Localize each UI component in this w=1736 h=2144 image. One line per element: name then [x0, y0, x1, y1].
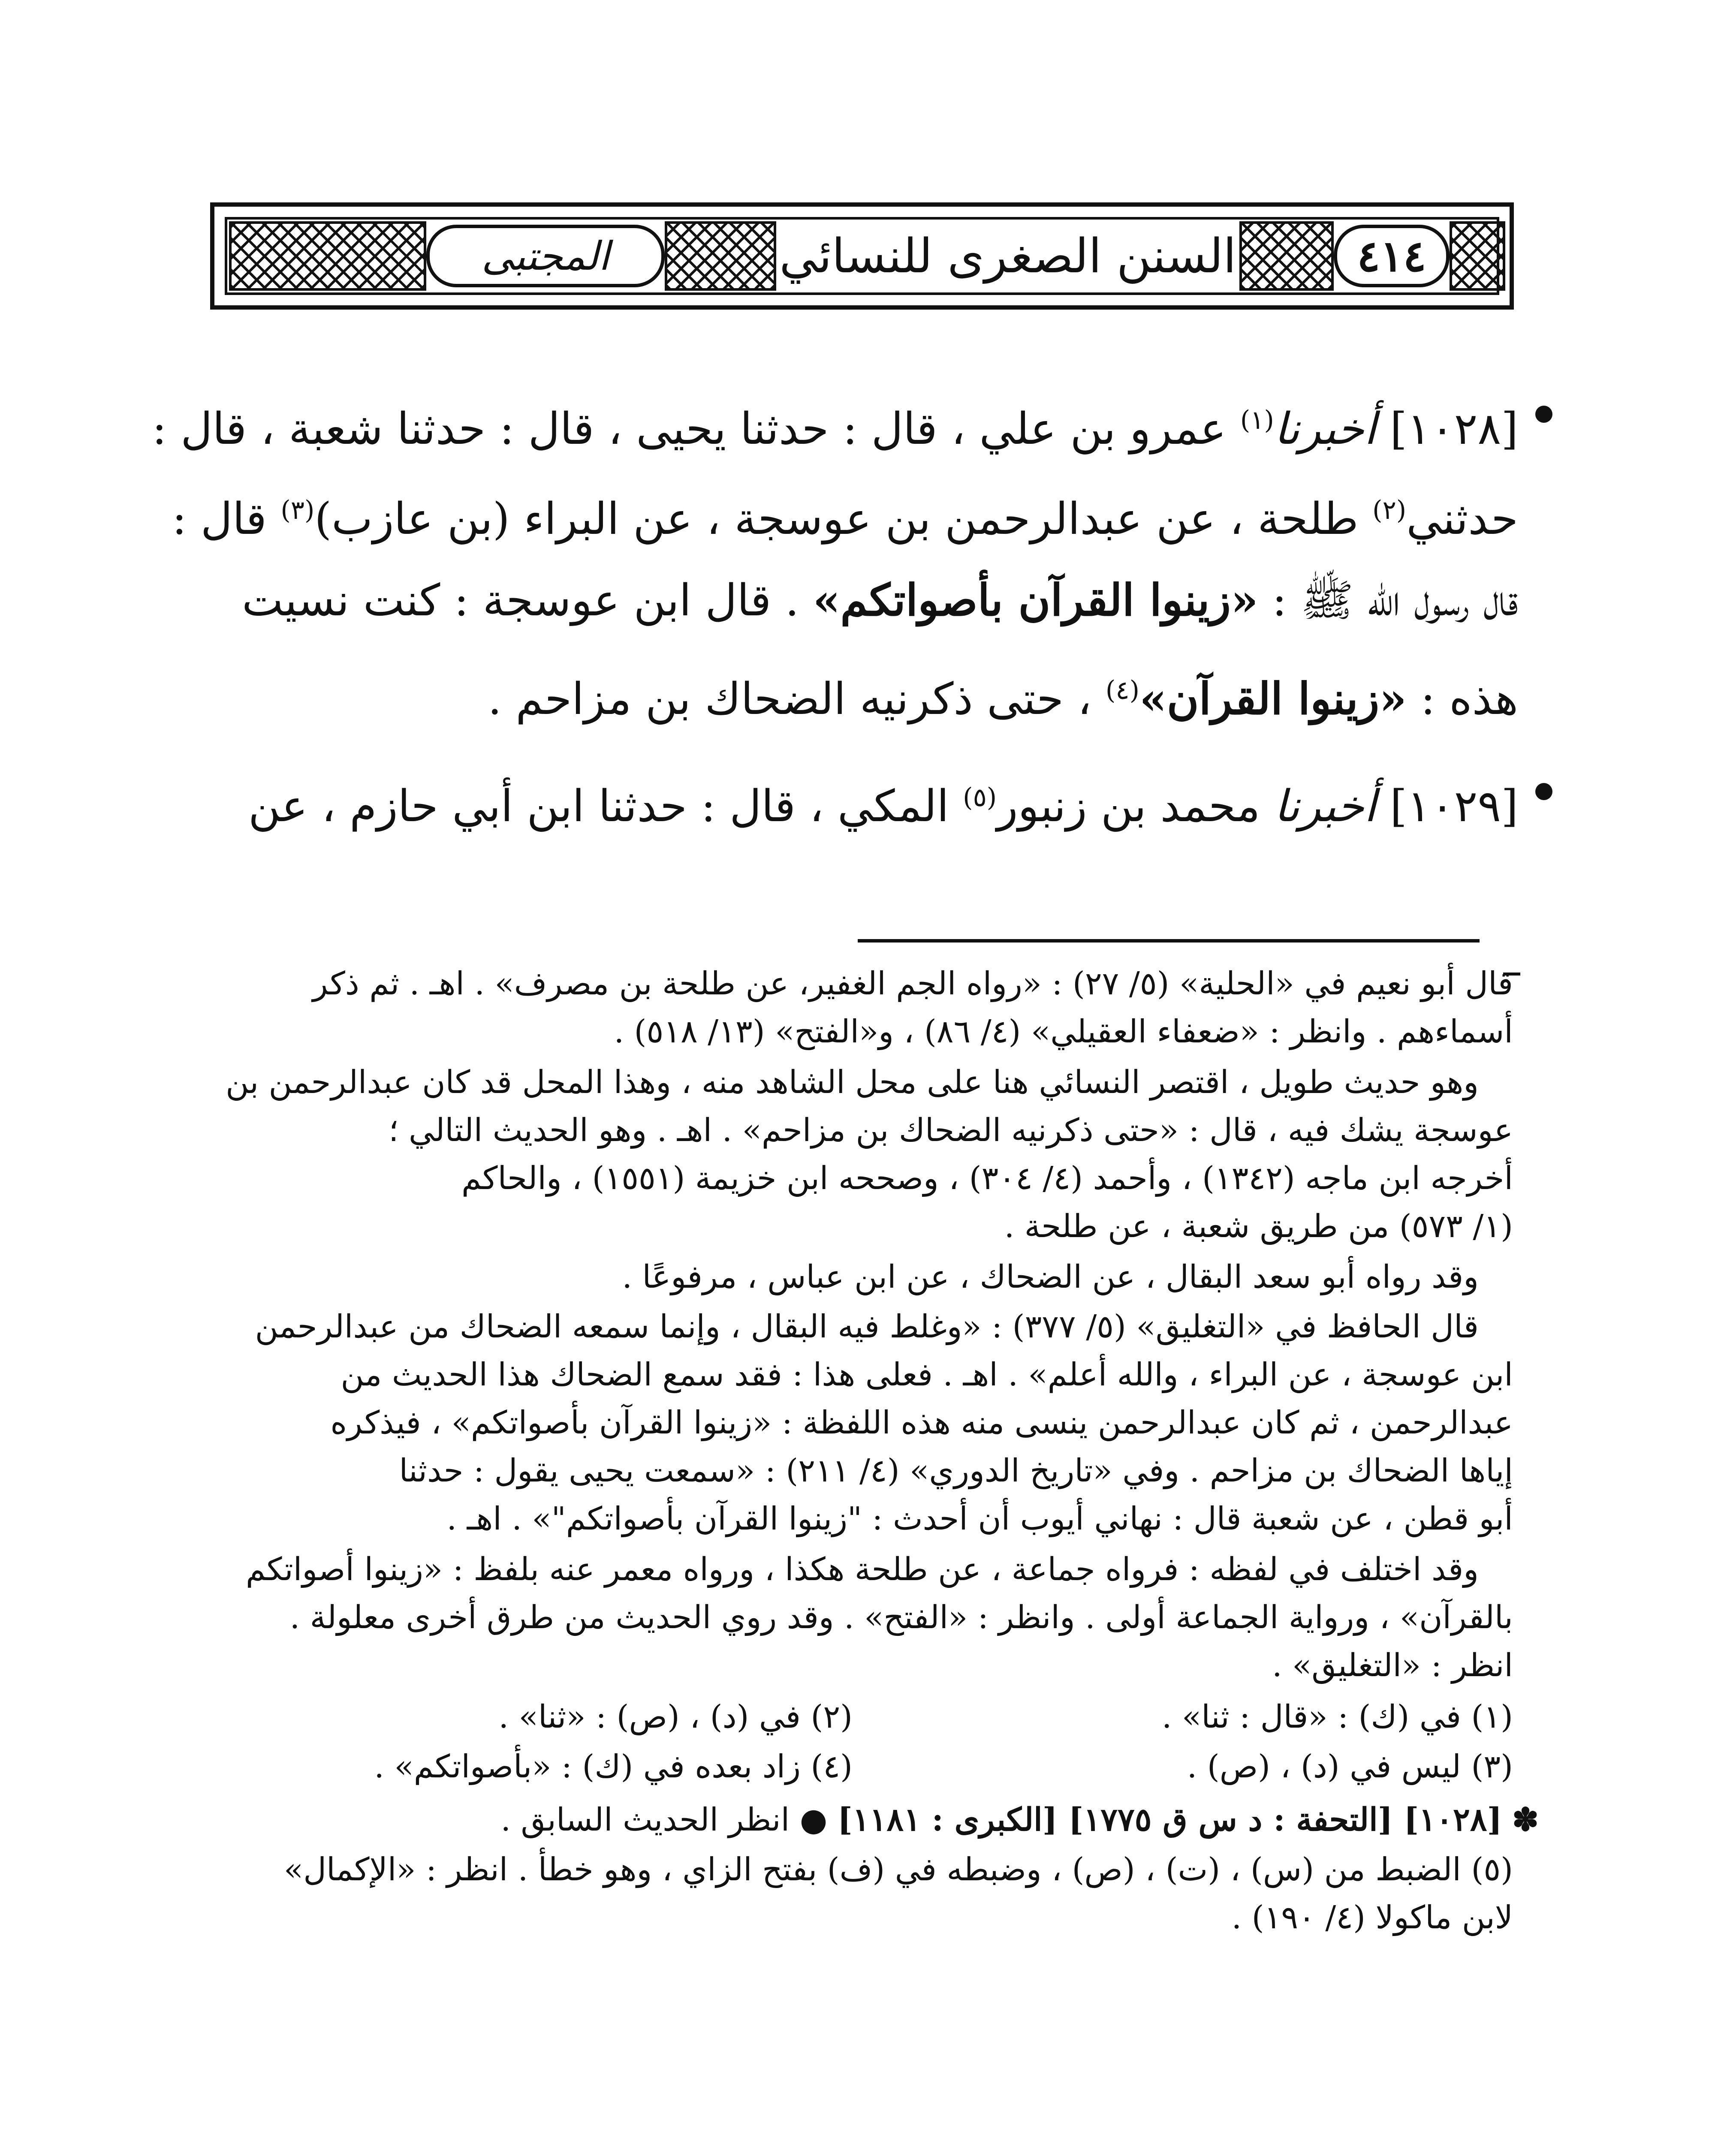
- footnote-line: بالقرآن» ، ورواية الجماعة أولى . وانظر : «الفتح» . وقد روي الحديث من طرق أخرى معلولة .: [289, 1599, 1513, 1636]
- hadith-number: [١٠٢٩]: [1390, 781, 1518, 832]
- variant-note-4: (٤) زاد بعده في (ك) : «بأصواتكم» .: [374, 1748, 853, 1785]
- bullet-icon: [1535, 783, 1552, 800]
- variant-note-1: (١) في (ك) : «قال : ثنا» .: [1161, 1698, 1513, 1735]
- page-number: ٤١٤: [1334, 225, 1450, 287]
- ornament-right: [1450, 221, 1505, 291]
- hadith-text: المكي ، قال : حدثنا ابن أبي حازم ، عن: [248, 781, 949, 832]
- footnote-line: (١/ ٥٧٣) من طريق شعبة ، عن طلحة .: [1004, 1208, 1513, 1245]
- ornament-left-inner: [665, 221, 776, 291]
- footnote-line: قال أبو نعيم في «الحلية» (٥/ ٢٧) : «رواه الجم الغفير، عن طلحة بن مصرف» . اهـ . ثم ذكر: [312, 965, 1513, 1002]
- footnote-line: عوسجة يشك فيه ، قال : «حتى ذكرنيه الضحاك بن مزاحم» . اهـ . وهو الحديث التالي ؛: [388, 1112, 1513, 1149]
- footnote-line: أسماءهم . وانظر : «ضعفاء العقيلي» (٤/ ٨٦) ، و«الفتح» (١٣/ ٥١٨) .: [614, 1013, 1513, 1050]
- footnote-ref: (٣): [280, 495, 315, 525]
- footnote-line: أبو قطن ، عن شعبة قال : نهاني أيوب أن أحدث : "زينوا القرآن بأصواتكم"» . اهـ .: [446, 1500, 1513, 1537]
- footnote-line: عبدالرحمن ، ثم كان عبدالرحمن ينسى منه هذه اللفظة : «زينوا القرآن بأصواتكم» ، فيذكره: [330, 1404, 1513, 1441]
- footnote-line: وقد اختلف في لفظه : فرواه جماعة ، عن طلحة هكذا ، ورواه معمر عنه بلفظ : «زينوا أصواتكم: [246, 1551, 1479, 1588]
- footnote-ref: (١): [1240, 405, 1274, 435]
- footnote-line: وهو حديث طويل ، اقتصر النسائي هنا على محل الشاهد منه ، وهذا المحل قد كان عبدالرحمن بن: [226, 1064, 1479, 1101]
- ikhbar-word: أخبرنا: [1274, 781, 1376, 832]
- footnote-ref: (٤): [1105, 675, 1139, 705]
- hadith-text: حدثني: [1406, 494, 1518, 545]
- variant-note-2: (٢) في (د) ، (ص) : «ثنا» .: [498, 1698, 853, 1735]
- footnote-line: أخرجه ابن ماجه (١٣٤٢) ، وأحمد (٤/ ٣٠٤) ، وصححه ابن خزيمة (١٥٥١) ، والحاكم: [461, 1160, 1513, 1197]
- hadith-text: ، حتى ذكرنيه الضحاك بن مزاحم .: [488, 674, 1092, 725]
- hadith-text: قال رسول الله ﷺ :: [1272, 575, 1518, 626]
- book-cartouche: المجتبى: [426, 225, 665, 287]
- ikhbar-word: أخبرنا: [1274, 404, 1376, 455]
- footnote-line: قال الحافظ في «التغليق» (٥/ ٣٧٧) : «وغلط فيه البقال ، وإنما سمعه الضحاك من عبدالرحمن: [255, 1308, 1479, 1345]
- hadith-1029-line-1: [206, 755, 1518, 840]
- footnote-line: إياها الضحاك بن مزاحم . وفي «تاريخ الدوري» (٤/ ٢١١) : «سمعت يحيى يقول : حدثنا: [399, 1452, 1513, 1489]
- hadith-text: . قال ابن عوسجة : كنت نسيت: [242, 575, 799, 626]
- footnote-line: (٥) الضبط من (س) ، (ت) ، (ص) ، وضبطه في (ف) بفتح الزاي ، وهو خطأ . انظر : «الإكمال»: [283, 1851, 1513, 1888]
- footnote-line: لابن ماكولا (٤/ ١٩٠) .: [1231, 1899, 1513, 1936]
- hadith-text: عمرو بن علي ، قال : حدثنا يحيى ، قال : حدثنا شعبة ، قال :: [152, 404, 1227, 455]
- footnote-line: ابن عوسجة ، عن البراء ، والله أعلم» . اهـ . فعلى هذا : فقد سمع الضحاك هذا الحديث من: [341, 1356, 1513, 1393]
- hadith-1028-line-4: [206, 647, 1518, 733]
- variant-note-3: (٣) ليس في (د) ، (ص) .: [1187, 1748, 1513, 1785]
- ornament-left: [229, 221, 426, 291]
- hadith-1028-line-1: [152, 377, 1518, 463]
- footnote-ref: (٥): [963, 783, 997, 813]
- prophetic-quote: «زينوا القرآن»: [1139, 673, 1407, 725]
- takhrij-note: ● انظر الحديث السابق .: [500, 1801, 828, 1838]
- bullet-icon: [1535, 406, 1552, 423]
- asterisk-icon: ✽: [1512, 1801, 1539, 1838]
- takhrij-refs: [١٠٢٨] [التحفة : د س ق ١٧٧٥] [الكبرى : ١١٨١]: [837, 1801, 1502, 1838]
- hadith-text: طلحة ، عن عبدالرحمن بن عوسجة ، عن البراء (بن عازب): [314, 494, 1359, 545]
- hadith-text: قال :: [172, 494, 267, 545]
- hadith-text: محمد بن زنبور: [997, 781, 1260, 832]
- hadith-number: [١٠٢٨]: [1390, 404, 1518, 455]
- page-header: [210, 202, 1514, 310]
- footnote-separator: [858, 939, 1480, 943]
- footnote-ref: (٢): [1372, 495, 1407, 525]
- footnote-line: وقد رواه أبو سعد البقال ، عن الضحاك ، عن ابن عباس ، مرفوعًا .: [622, 1259, 1479, 1295]
- prophetic-quote: «زينوا القرآن بأصواتكم»: [813, 575, 1258, 626]
- ornament-right-inner: [1239, 221, 1334, 291]
- hadith-text: هذه :: [1420, 674, 1518, 725]
- takhrij-line: [500, 1797, 1539, 1843]
- hadith-1028-line-2: [172, 467, 1518, 553]
- hadith-1028-line-3: [206, 557, 1518, 643]
- book-title: السنن الصغرى للنسائي: [776, 226, 1239, 286]
- footnote-line: انظر : «التغليق» .: [1272, 1647, 1513, 1684]
